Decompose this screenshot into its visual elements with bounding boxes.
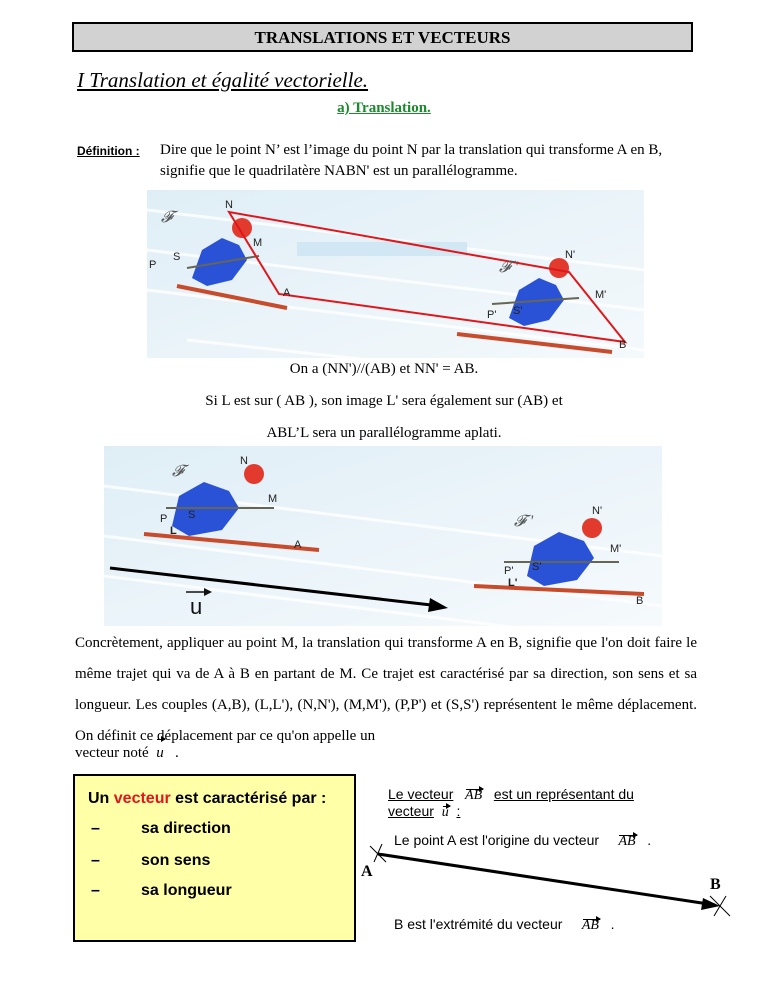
point-P2: P: [160, 513, 168, 525]
point-a-label: A: [361, 863, 373, 880]
concrete-paragraph: Concrètement, appliquer au point M, la translation qui transforme A en B, signifie que l'on doit faire le même trajet qui va de A à B en partant de M. Ce trajet est caractérisé par sa direction, son sens et sa longueur. Les couples (A,B), (L,L'), (N,N'), (M,M'), (P,P') et (S,S') représentent le même déplacement. On définit ce déplacement par ce qu'on appelle un: [75, 635, 697, 744]
box-title: Un vecteur est caractérisé par :: [88, 790, 327, 807]
point-A: A: [283, 287, 291, 299]
vector-ab-line: [378, 854, 715, 905]
point-P-prime: P': [487, 309, 497, 321]
point-S: S: [173, 251, 181, 263]
text-line-1: On a (NN')//(AB) et NN' = AB.: [289, 361, 479, 377]
figure-vector-u-svg: [104, 446, 662, 626]
point-L: L: [170, 525, 177, 537]
vector-u-label: u: [190, 594, 203, 619]
vector-ab-diagram: [360, 838, 740, 918]
point-S-prime: S': [513, 305, 523, 317]
point-B2: B: [636, 595, 644, 607]
point-M2: M: [268, 493, 278, 505]
definition-label: Définition :: [77, 144, 140, 158]
figure2-label-F-prime: 𝓕 ': [514, 513, 534, 530]
page-title: TRANSLATIONS ET VECTEURS: [72, 22, 693, 52]
point-P-prime2: P': [504, 565, 514, 577]
point-M: M: [253, 237, 263, 249]
figure-parallelogram: [147, 190, 644, 358]
representative-note-line2: vecteur u :: [388, 803, 461, 820]
point-N-prime2: N': [592, 505, 603, 517]
point-A2: A: [294, 539, 302, 551]
characteristic-sens: – son sens: [91, 852, 211, 869]
representative-note-line1: Le vecteur AB est un représentant du: [388, 786, 634, 803]
vector-ab-arrowhead: [701, 898, 720, 910]
point-S2: S: [188, 509, 196, 521]
point-N: N: [225, 199, 233, 211]
concrete-paragraph-end: vecteur noté u .: [75, 738, 697, 769]
point-b-label: B: [710, 876, 721, 893]
point-B: B: [619, 339, 627, 351]
extremity-note: B est l'extrémité du vecteur AB .: [394, 916, 615, 933]
characteristic-longueur: – sa longueur: [91, 882, 232, 899]
figure-parallelogram-svg: [147, 190, 644, 358]
point-P: P: [149, 259, 157, 271]
point-S-prime2: S': [532, 561, 542, 573]
characteristic-direction: – sa direction: [91, 820, 231, 837]
point-M-prime: M': [595, 289, 607, 301]
vector-u-inline: u: [156, 738, 164, 769]
point-N-prime: N': [565, 249, 576, 261]
text-line-2: Si L est sur ( AB ), son image L' sera également sur (AB) et: [205, 393, 563, 409]
origin-note: Le point A est l'origine du vecteur AB .: [394, 832, 652, 849]
section-subtitle: a) Translation.: [337, 100, 431, 116]
text-line-3: ABL’L sera un parallélogramme aplati.: [266, 425, 502, 441]
point-M-prime2: M': [610, 543, 622, 555]
point-L-prime: L': [508, 577, 518, 589]
definition-text: Dire que le point N’ est l’image du point N par la translation qui transforme A en B, signifie que le quadrilatère NABN' est un parallélogramme.: [160, 142, 663, 179]
section-title: I Translation et égalité vectorielle.: [77, 68, 369, 92]
figure-label-F-prime: 𝓕 ': [499, 259, 519, 276]
figure2-label-F: 𝓕: [172, 463, 184, 480]
figure-vector-u: [104, 446, 662, 626]
point-N2: N: [240, 455, 248, 467]
vector-characteristics-box: [73, 774, 356, 942]
figure-label-F: 𝓕: [161, 209, 173, 226]
